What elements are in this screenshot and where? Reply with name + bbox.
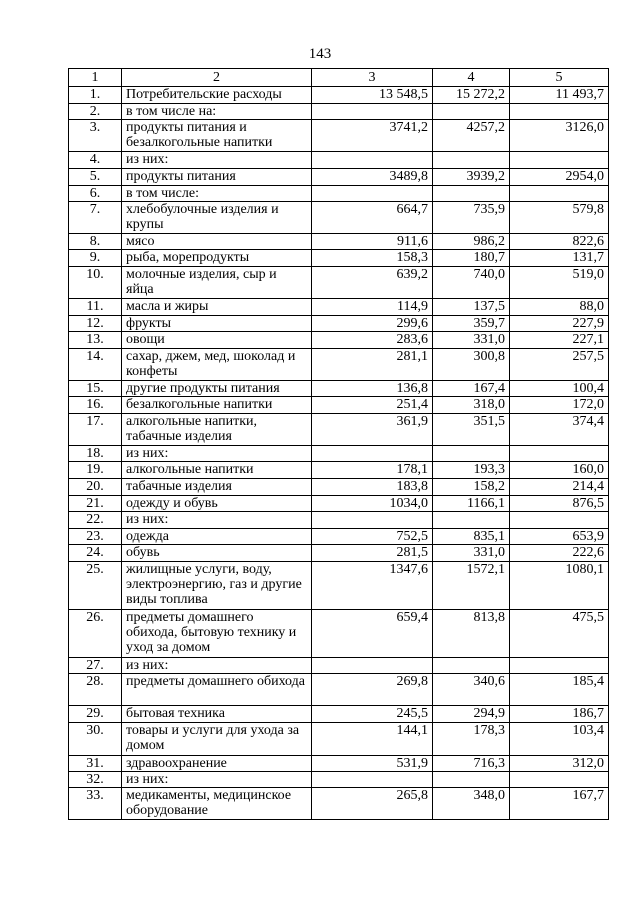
row-number-cell: 3. [69, 120, 122, 152]
value-cell-col3: 531,9 [312, 756, 433, 772]
value-cell-col4: 351,5 [433, 414, 510, 446]
description-cell: в том числе на: [122, 104, 312, 120]
row-number-cell: 32. [69, 772, 122, 788]
value-cell-col3: 283,6 [312, 332, 433, 349]
value-cell-col5: 653,9 [510, 529, 609, 545]
value-cell-col4 [433, 512, 510, 529]
row-number-cell: 11. [69, 299, 122, 316]
description-cell: продукты питания [122, 169, 312, 186]
value-cell-col3 [312, 772, 433, 788]
row-number-cell: 29. [69, 706, 122, 723]
description-cell: в том числе: [122, 186, 312, 202]
description-cell: безалкогольные напитки [122, 397, 312, 414]
value-cell-col3: 281,5 [312, 545, 433, 562]
value-cell-col5: 227,1 [510, 332, 609, 349]
row-number-cell: 33. [69, 788, 122, 820]
description-cell: предметы домашнего обихода [122, 674, 312, 706]
table-row [69, 788, 609, 820]
description-cell: товары и услуги для ухода за домом [122, 723, 312, 756]
value-cell-col4: 716,3 [433, 756, 510, 772]
value-cell-col4: 15 272,2 [433, 87, 510, 104]
value-cell-col4: 180,7 [433, 250, 510, 267]
description-cell: алкогольные напитки [122, 462, 312, 479]
description-cell: из них: [122, 658, 312, 674]
table-row [69, 545, 609, 562]
table-row [69, 723, 609, 756]
row-number-cell: 6. [69, 186, 122, 202]
row-number-cell: 26. [69, 610, 122, 658]
table-row [69, 479, 609, 496]
table-row [69, 250, 609, 267]
value-cell-col5: 185,4 [510, 674, 609, 706]
description-cell: жилищные услуги, воду, электроэнергию, газ и другие виды топлива [122, 562, 312, 610]
description-cell: одежда [122, 529, 312, 545]
row-number-cell: 8. [69, 234, 122, 250]
value-cell-col4: 1166,1 [433, 496, 510, 512]
value-cell-col4: 318,0 [433, 397, 510, 414]
value-cell-col4: 331,0 [433, 332, 510, 349]
description-cell: другие продукты питания [122, 381, 312, 397]
value-cell-col3 [312, 658, 433, 674]
value-cell-col3: 639,2 [312, 267, 433, 299]
table-row [69, 316, 609, 332]
value-cell-col4: 294,9 [433, 706, 510, 723]
value-cell-col5: 3126,0 [510, 120, 609, 152]
value-cell-col5: 822,6 [510, 234, 609, 250]
table-row [69, 169, 609, 186]
row-number-cell: 27. [69, 658, 122, 674]
row-number-cell: 25. [69, 562, 122, 610]
value-cell-col3: 281,1 [312, 349, 433, 381]
description-cell: табачные изделия [122, 479, 312, 496]
header-cell: 3 [312, 69, 433, 87]
value-cell-col3: 3741,2 [312, 120, 433, 152]
value-cell-col3: 659,4 [312, 610, 433, 658]
table-row [69, 529, 609, 545]
table-row [69, 414, 609, 446]
value-cell-col3: 245,5 [312, 706, 433, 723]
value-cell-col5: 475,5 [510, 610, 609, 658]
row-number-cell: 31. [69, 756, 122, 772]
description-cell: Потребительские расходы [122, 87, 312, 104]
row-number-cell: 28. [69, 674, 122, 706]
value-cell-col5: 2954,0 [510, 169, 609, 186]
table-row [69, 152, 609, 169]
value-cell-col4: 740,0 [433, 267, 510, 299]
value-cell-col5: 100,4 [510, 381, 609, 397]
header-cell: 5 [510, 69, 609, 87]
table-row [69, 202, 609, 234]
value-cell-col3: 3489,8 [312, 169, 433, 186]
value-cell-col4 [433, 658, 510, 674]
row-number-cell: 5. [69, 169, 122, 186]
description-cell: мясо [122, 234, 312, 250]
value-cell-col4: 300,8 [433, 349, 510, 381]
value-cell-col5 [510, 772, 609, 788]
row-number-cell: 2. [69, 104, 122, 120]
value-cell-col3: 361,9 [312, 414, 433, 446]
row-number-cell: 16. [69, 397, 122, 414]
row-number-cell: 13. [69, 332, 122, 349]
value-cell-col5 [510, 658, 609, 674]
value-cell-col5 [510, 446, 609, 462]
description-cell: из них: [122, 446, 312, 462]
table-row [69, 381, 609, 397]
table-row [69, 120, 609, 152]
page-number: 143 [308, 46, 332, 62]
value-cell-col4: 359,7 [433, 316, 510, 332]
table-row [69, 87, 609, 104]
value-cell-col4 [433, 772, 510, 788]
value-cell-col4: 3939,2 [433, 169, 510, 186]
description-cell: рыба, морепродукты [122, 250, 312, 267]
value-cell-col5: 257,5 [510, 349, 609, 381]
row-number-cell: 18. [69, 446, 122, 462]
value-cell-col3: 1347,6 [312, 562, 433, 610]
value-cell-col3: 251,4 [312, 397, 433, 414]
value-cell-col5: 227,9 [510, 316, 609, 332]
value-cell-col5: 167,7 [510, 788, 609, 820]
table-row [69, 104, 609, 120]
header-cell: 2 [122, 69, 312, 87]
value-cell-col5: 519,0 [510, 267, 609, 299]
description-cell: обувь [122, 545, 312, 562]
value-cell-col5: 214,4 [510, 479, 609, 496]
row-number-cell: 24. [69, 545, 122, 562]
table-row [69, 332, 609, 349]
table-row [69, 186, 609, 202]
row-number-cell: 17. [69, 414, 122, 446]
description-cell: овощи [122, 332, 312, 349]
value-cell-col5: 876,5 [510, 496, 609, 512]
description-cell: фрукты [122, 316, 312, 332]
description-cell: бытовая техника [122, 706, 312, 723]
row-number-cell: 22. [69, 512, 122, 529]
value-cell-col3 [312, 104, 433, 120]
row-number-cell: 1. [69, 87, 122, 104]
value-cell-col5: 103,4 [510, 723, 609, 756]
row-number-cell: 21. [69, 496, 122, 512]
row-number-cell: 4. [69, 152, 122, 169]
row-number-cell: 9. [69, 250, 122, 267]
value-cell-col3: 752,5 [312, 529, 433, 545]
table-row [69, 706, 609, 723]
row-number-cell: 23. [69, 529, 122, 545]
value-cell-col5 [510, 512, 609, 529]
table-header-row [69, 69, 609, 87]
description-cell: алкогольные напитки, табачные изделия [122, 414, 312, 446]
value-cell-col4: 835,1 [433, 529, 510, 545]
table-row [69, 234, 609, 250]
table-row [69, 496, 609, 512]
row-number-cell: 10. [69, 267, 122, 299]
value-cell-col3: 13 548,5 [312, 87, 433, 104]
description-cell: молочные изделия, сыр и яйца [122, 267, 312, 299]
value-cell-col5: 1080,1 [510, 562, 609, 610]
value-cell-col5 [510, 152, 609, 169]
header-cell: 4 [433, 69, 510, 87]
data-table [68, 68, 609, 820]
value-cell-col3: 114,9 [312, 299, 433, 316]
value-cell-col3 [312, 446, 433, 462]
value-cell-col3: 664,7 [312, 202, 433, 234]
value-cell-col3: 299,6 [312, 316, 433, 332]
row-number-cell: 14. [69, 349, 122, 381]
value-cell-col4: 340,6 [433, 674, 510, 706]
value-cell-col5: 11 493,7 [510, 87, 609, 104]
value-cell-col4: 158,2 [433, 479, 510, 496]
table-row [69, 267, 609, 299]
value-cell-col5 [510, 186, 609, 202]
description-cell: из них: [122, 152, 312, 169]
value-cell-col3 [312, 512, 433, 529]
value-cell-col4 [433, 446, 510, 462]
row-number-cell: 7. [69, 202, 122, 234]
value-cell-col5: 374,4 [510, 414, 609, 446]
table-row [69, 349, 609, 381]
value-cell-col3: 269,8 [312, 674, 433, 706]
value-cell-col4: 167,4 [433, 381, 510, 397]
header-cell: 1 [69, 69, 122, 87]
value-cell-col4: 1572,1 [433, 562, 510, 610]
value-cell-col4: 986,2 [433, 234, 510, 250]
row-number-cell: 30. [69, 723, 122, 756]
value-cell-col5 [510, 104, 609, 120]
value-cell-col3 [312, 152, 433, 169]
description-cell: из них: [122, 772, 312, 788]
value-cell-col3: 136,8 [312, 381, 433, 397]
row-number-cell: 19. [69, 462, 122, 479]
value-cell-col3: 158,3 [312, 250, 433, 267]
value-cell-col4: 137,5 [433, 299, 510, 316]
description-cell: масла и жиры [122, 299, 312, 316]
value-cell-col3: 183,8 [312, 479, 433, 496]
table-row [69, 462, 609, 479]
table-row [69, 562, 609, 610]
description-cell: предметы домашнего обихода, бытовую технику и уход за домом [122, 610, 312, 658]
value-cell-col5: 222,6 [510, 545, 609, 562]
description-cell: из них: [122, 512, 312, 529]
value-cell-col5: 186,7 [510, 706, 609, 723]
table-row [69, 299, 609, 316]
value-cell-col5: 312,0 [510, 756, 609, 772]
value-cell-col3: 178,1 [312, 462, 433, 479]
value-cell-col4 [433, 186, 510, 202]
value-cell-col5: 88,0 [510, 299, 609, 316]
description-cell: продукты питания и безалкогольные напитки [122, 120, 312, 152]
value-cell-col4: 331,0 [433, 545, 510, 562]
row-number-cell: 20. [69, 479, 122, 496]
value-cell-col4: 348,0 [433, 788, 510, 820]
value-cell-col3: 265,8 [312, 788, 433, 820]
value-cell-col3: 1034,0 [312, 496, 433, 512]
value-cell-col4 [433, 104, 510, 120]
description-cell: одежду и обувь [122, 496, 312, 512]
table-row [69, 772, 609, 788]
value-cell-col5: 131,7 [510, 250, 609, 267]
table-row [69, 610, 609, 658]
table-row [69, 446, 609, 462]
table-row [69, 674, 609, 706]
row-number-cell: 12. [69, 316, 122, 332]
value-cell-col4: 735,9 [433, 202, 510, 234]
description-cell: здравоохранение [122, 756, 312, 772]
row-number-cell: 15. [69, 381, 122, 397]
value-cell-col4: 193,3 [433, 462, 510, 479]
value-cell-col3 [312, 186, 433, 202]
value-cell-col5: 172,0 [510, 397, 609, 414]
value-cell-col5: 579,8 [510, 202, 609, 234]
value-cell-col4: 4257,2 [433, 120, 510, 152]
value-cell-col5: 160,0 [510, 462, 609, 479]
table-row [69, 397, 609, 414]
value-cell-col3: 144,1 [312, 723, 433, 756]
value-cell-col3: 911,6 [312, 234, 433, 250]
value-cell-col4: 813,8 [433, 610, 510, 658]
description-cell: медикаменты, медицинское оборудование [122, 788, 312, 820]
value-cell-col4 [433, 152, 510, 169]
description-cell: сахар, джем, мед, шоколад и конфеты [122, 349, 312, 381]
table-row [69, 756, 609, 772]
value-cell-col4: 178,3 [433, 723, 510, 756]
table-row [69, 658, 609, 674]
table-row [69, 512, 609, 529]
description-cell: хлебобулочные изделия и крупы [122, 202, 312, 234]
table-body [69, 69, 609, 820]
